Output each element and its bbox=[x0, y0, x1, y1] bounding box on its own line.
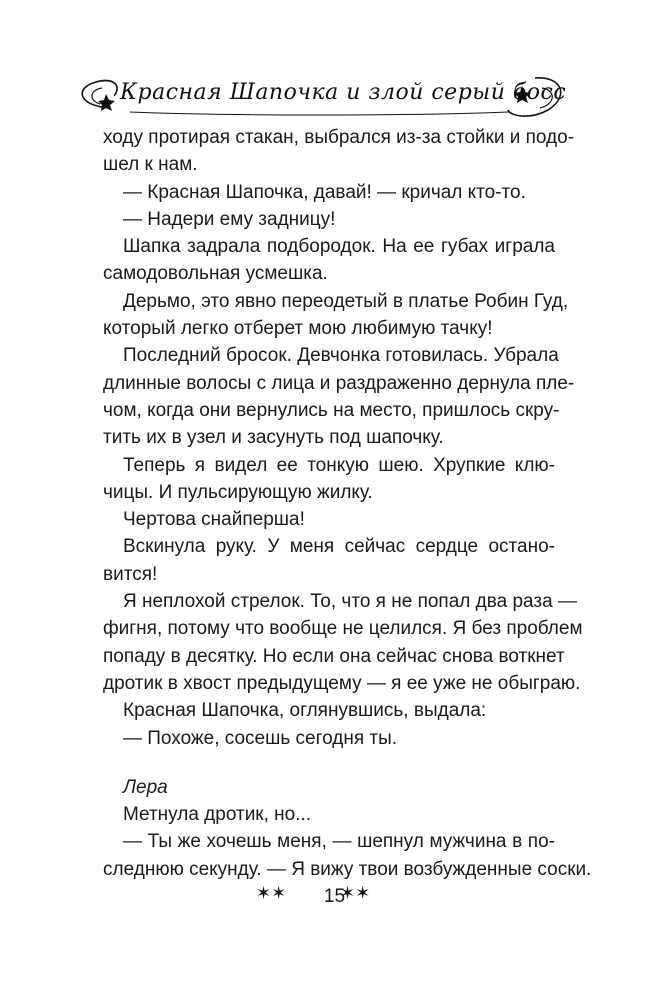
text-line: Вскинула руку. У меня сейчас сердце остано- bbox=[123, 536, 555, 558]
text-line: — Ты же хочешь меня, — шепнул мужчина в по- bbox=[123, 831, 555, 853]
section-gap bbox=[103, 752, 555, 774]
text-line: — Красная Шапочка, давай! — кричал кто-то. bbox=[123, 181, 526, 203]
text-line: Чертова снайперша! bbox=[123, 509, 305, 531]
text-line: самодовольная усмешка. bbox=[103, 263, 328, 285]
stars-ornament-icon: ✶✶ bbox=[256, 883, 287, 903]
page-body bbox=[103, 124, 592, 883]
text-line: попаду в десятку. Но если она сейчас снова воткнет bbox=[103, 645, 565, 667]
page-number: 15 bbox=[323, 886, 346, 907]
running-header bbox=[70, 66, 570, 124]
text-line: — Надери ему задницу! bbox=[123, 208, 336, 230]
text-line: тить их в узел и засунуть под шапочку. bbox=[103, 427, 444, 449]
text-line: дротик в хвост предыдущему — я ее уже не обыграю. bbox=[103, 672, 581, 694]
text-line: фигня, потому что вообще не целился. Я без проблем bbox=[103, 618, 583, 640]
page-footer bbox=[0, 880, 669, 920]
text-line: Метнула дротик, но... bbox=[123, 804, 312, 826]
text-line: — Похоже, сосешь сегодня ты. bbox=[123, 727, 398, 749]
text-line: чом, когда они вернулись на место, пришлось скру- bbox=[103, 399, 560, 421]
text-line: Последний бросок. Девчонка готовилась. Убрала bbox=[123, 345, 559, 367]
text-line: Я неплохой стрелок. То, что я не попал два раза — bbox=[123, 591, 577, 613]
text-line: следнюю секунду. — Я вижу твои возбужденные соски. bbox=[103, 858, 592, 880]
text-line: Красная Шапочка, оглянувшись, выдала: bbox=[123, 700, 487, 722]
text-line: чицы. И пульсирующую жилку. bbox=[103, 481, 373, 503]
stars-ornament-icon: ✶✶ bbox=[340, 883, 371, 903]
running-title: Красная Шапочка и злой серый босс bbox=[120, 80, 567, 105]
text-line: Теперь я видел ее тонкую шею. Хрупкие клю- bbox=[123, 454, 555, 476]
text-line: ходу протирая стакан, выбрался из-за стойки и подо- bbox=[103, 127, 575, 148]
text-line: который легко отберет мою любимую тачку! bbox=[103, 318, 493, 340]
section-heading: Лера bbox=[123, 776, 168, 798]
text-line: Шапка задрала подбородок. На ее губах играла bbox=[123, 236, 555, 258]
text-line: шел к нам. bbox=[103, 154, 198, 176]
text-line: вится! bbox=[103, 563, 158, 585]
text-line: длинные волосы с лица и раздраженно дернула пле- bbox=[103, 372, 575, 394]
text-line: Дерьмо, это явно переодетый в платье Робин Гуд, bbox=[123, 290, 569, 312]
